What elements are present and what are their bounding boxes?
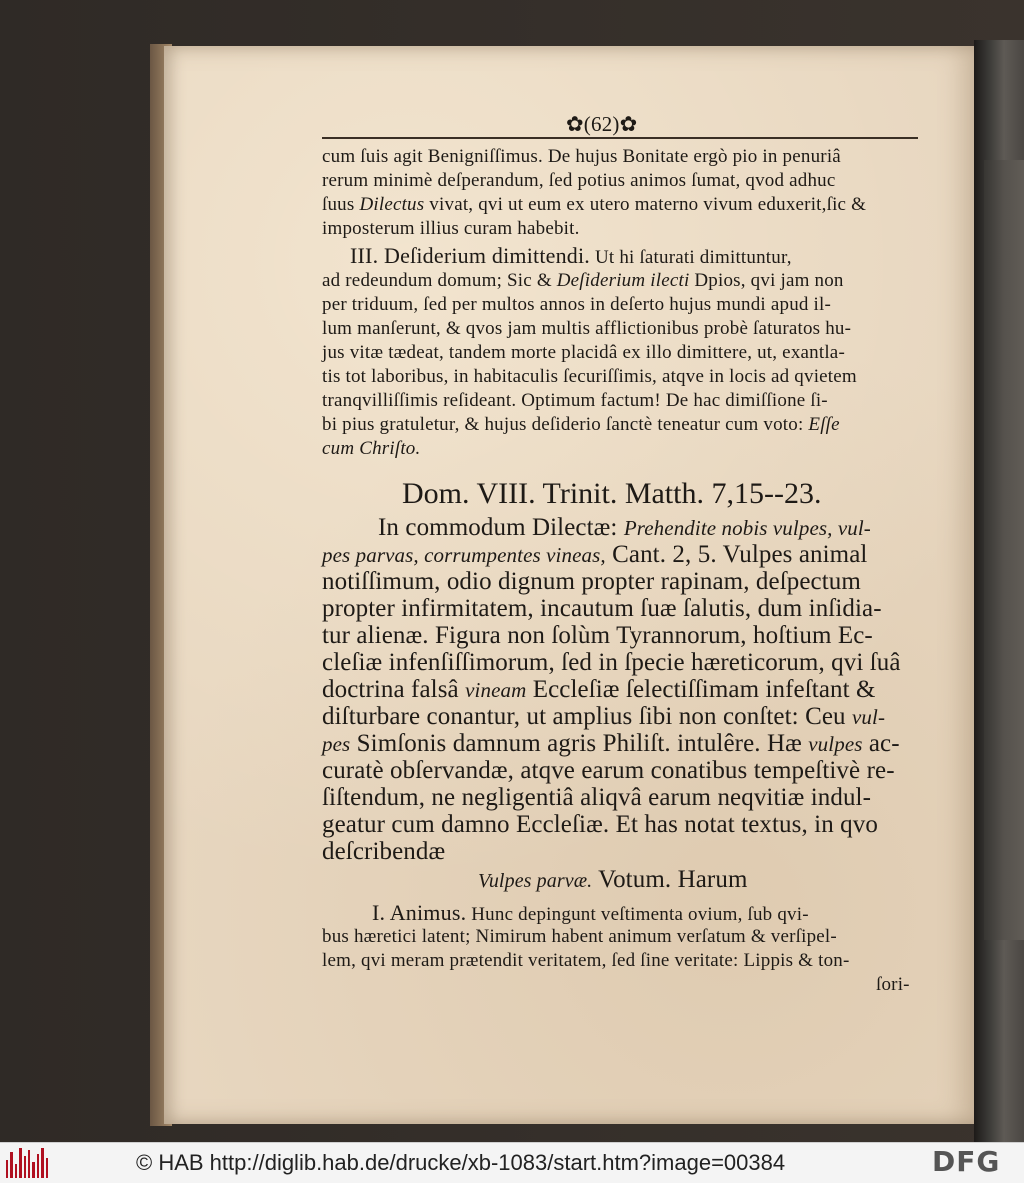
para4-line3: lem, qvi meram prætendit veritatem, ſed ſine veritate: Lippis & ton- bbox=[322, 950, 850, 971]
ornament-left-icon: ✿ bbox=[566, 112, 584, 136]
para1-line1: cum ſuis agit Benigniſſimus. De hujus Bonitate ergò pio in penuriâ bbox=[322, 146, 841, 167]
para2-line1: III. Deſiderium dimittendi. Ut hi ſaturati dimittuntur, bbox=[350, 243, 792, 268]
para3-line6: cleſiæ infenſiſſimorum, ſed in ſpecie hæreticorum, qvi ſuâ bbox=[322, 649, 901, 676]
para1-line4: imposterum illius curam habebit. bbox=[322, 218, 580, 239]
para2-line7: tranqvilliſſimis reſideant. Optimum factum! De hac dimiſſione ſi- bbox=[322, 390, 828, 411]
para3-line11: ſiſtendum, ne negligentiâ aliqvâ earum neqvitiæ indul- bbox=[322, 784, 872, 811]
para3-line10: curatè obſervandæ, atqve earum conatibus tempeſtivè re- bbox=[322, 757, 895, 784]
para3-line2: pes parvas, corrumpentes vineas, Cant. 2, 5. Vulpes animal bbox=[322, 541, 868, 568]
para2-line2: ad redeundum domum; Sic & Deſiderium ilecti Dpios, qvi jam non bbox=[322, 270, 844, 291]
para3-line4: propter infirmitatem, incautum ſuæ ſalutis, dum inſidia- bbox=[322, 595, 882, 622]
para4-line1: I. Animus. Hunc depingunt veſtimenta ovium, ſub qvi- bbox=[372, 900, 809, 925]
para2-line8: bi pius gratuletur, & hujus deſiderio ſanctè teneatur cum voto: Eſſe bbox=[322, 414, 840, 435]
dfg-logo: DFG bbox=[932, 1145, 1001, 1178]
para1-line3: ſuus Dilectus vivat, qvi ut eum ex utero materno vivum eduxerit,ſic & bbox=[322, 194, 867, 215]
para2-line3: per triduum, ſed per multos annos in deſerto hujus mundi apud il- bbox=[322, 294, 832, 315]
para3-line7: doctrina falsâ vineam Eccleſiæ ſelectiſſimam infeſtant & bbox=[322, 676, 876, 703]
para4-line2: bus hæretici latent; Nimirum habent animum verſatum & verſipel- bbox=[322, 926, 837, 947]
header-rule bbox=[322, 137, 918, 139]
para2-line6: tis tot laboribus, in habitaculis ſecuriſſimis, atqve in locis ad qvietem bbox=[322, 366, 857, 387]
section-heading-iii: III. Deſiderium dimittendi. bbox=[350, 243, 591, 268]
subtitle: Vulpes parvæ. Votum. Harum bbox=[478, 866, 748, 893]
para3-line12: geatur cum damno Eccleſiæ. Et has notat textus, in qvo bbox=[322, 811, 878, 838]
copyright-url[interactable]: © HAB http://diglib.hab.de/drucke/xb-1083/start.htm?image=00384 bbox=[136, 1150, 786, 1175]
para3-line1: In commodum Dilectæ: Prehendite nobis vulpes, vul- bbox=[378, 514, 871, 541]
sermon-title: Dom. VIII. Trinit. Matth. 7,15--23. bbox=[402, 477, 822, 510]
para2-line5: jus vitæ tædeat, tandem morte placidâ ex illo dimittere, ut, exantla- bbox=[322, 342, 845, 363]
facing-page-shadow bbox=[984, 160, 1024, 940]
para1-line2: rerum minimè deſperandum, ſed potius animos ſumat, qvod adhuc bbox=[322, 170, 836, 191]
ornament-right-icon: ✿ bbox=[619, 112, 638, 136]
para3-line3: notiſſimum, odio dignum propter rapinam, deſpectum bbox=[322, 568, 861, 595]
section-heading-i: I. Animus. bbox=[372, 900, 467, 925]
para3-line8: diſturbare conantur, ut amplius ſibi non conſtet: Ceu vul- bbox=[322, 703, 886, 730]
catchword: ſori- bbox=[876, 974, 910, 995]
para2-line9: cum Chriſto. bbox=[322, 438, 421, 459]
hab-logo-icon bbox=[6, 1146, 48, 1178]
para2-line4: lum manſerunt, & qvos jam multis afflictionibus probè ſaturatos hu- bbox=[322, 318, 852, 339]
para3-line9: pes Simſonis damnum agris Philiſt. intulêre. Hæ vulpes ac- bbox=[322, 730, 900, 757]
para3-line5: tur alienæ. Figura non ſolùm Tyrannorum, hoſtium Ec- bbox=[322, 622, 873, 649]
para3-line13: deſcribendæ bbox=[322, 838, 446, 865]
page-number: ✿(62)✿ bbox=[566, 112, 638, 136]
